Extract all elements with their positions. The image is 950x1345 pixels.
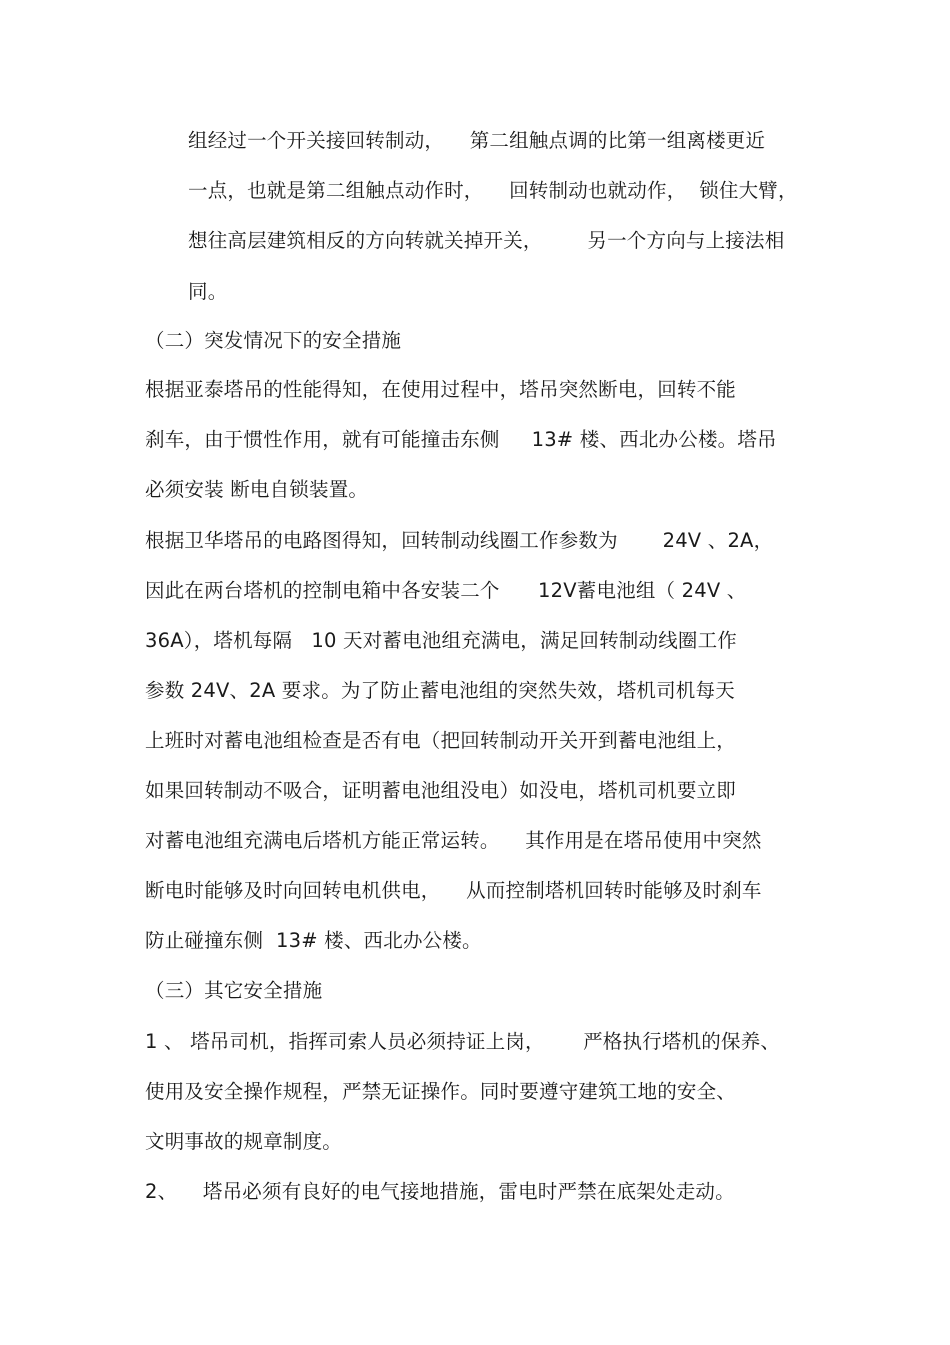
section-heading: （二）突发情况下的安全措施: [145, 329, 402, 352]
paragraph-line: 根据卫华塔吊的电路图得知，回转制动线圈工作参数为 24V 、2A，: [145, 529, 774, 552]
paragraph-line: 防止碰撞东侧 13# 楼、西北办公楼。: [145, 929, 482, 952]
paragraph-line: 对蓄电池组充满电后塔机方能正常运转。 其作用是在塔吊使用中突然: [145, 829, 762, 852]
paragraph-line: 上班时对蓄电池组检查是否有电（把回转制动开关开到蓄电池组上，: [145, 729, 737, 752]
paragraph-line: 根据亚泰塔吊的性能得知，在使用过程中，塔吊突然断电，回转不能: [145, 378, 737, 401]
section-heading: （三）其它安全措施: [145, 979, 323, 1002]
list-item-line: 1 、 塔吊司机，指挥司索人员必须持证上岗， 严格执行塔机的保养、: [145, 1030, 781, 1053]
paragraph-line: 一点，也就是第二组触点动作时， 回转制动也就动作， 锁住大臂，: [188, 179, 798, 202]
paragraph-line: 36A），塔机每隔 10 天对蓄电池组充满电，满足回转制动线圈工作: [145, 629, 738, 652]
paragraph-line: 因此在两台塔机的控制电箱中各安装二个 12Ⅴ蓄电池组（ 24V 、: [145, 579, 747, 602]
paragraph-line: 刹车，由于惯性作用，就有可能撞击东侧 13# 楼、西北办公楼。塔吊: [145, 428, 777, 451]
paragraph-line: 想往高层建筑相反的方向转就关掉开关， 另一个方向与上接法相: [188, 229, 785, 252]
paragraph-line: 同。: [188, 280, 228, 303]
paragraph-line: 必须安装 断电自锁装置。: [145, 478, 369, 501]
list-item-line: 文明事故的规章制度。: [145, 1130, 343, 1153]
list-item-line: 使用及安全操作规程，严禁无证操作。同时要遵守建筑工地的安全、: [145, 1080, 737, 1103]
paragraph-line: 断电时能够及时向回转电机供电， 从而控制塔机回转时能够及时刹车: [145, 879, 762, 902]
paragraph-line: 参数 24V、2A 要求。为了防止蓄电池组的突然失效，塔机司机每天: [145, 679, 735, 702]
paragraph-line: 如果回转制动不吸合，证明蓄电池组没电）如没电，塔机司机要立即: [145, 779, 737, 802]
paragraph-line: 组经过一个开关接回转制动， 第二组触点调的比第一组离楼更近: [188, 129, 766, 152]
list-item-line: 2、 塔吊必须有良好的电气接地措施，雷电时严禁在底架处走动。: [145, 1180, 735, 1203]
